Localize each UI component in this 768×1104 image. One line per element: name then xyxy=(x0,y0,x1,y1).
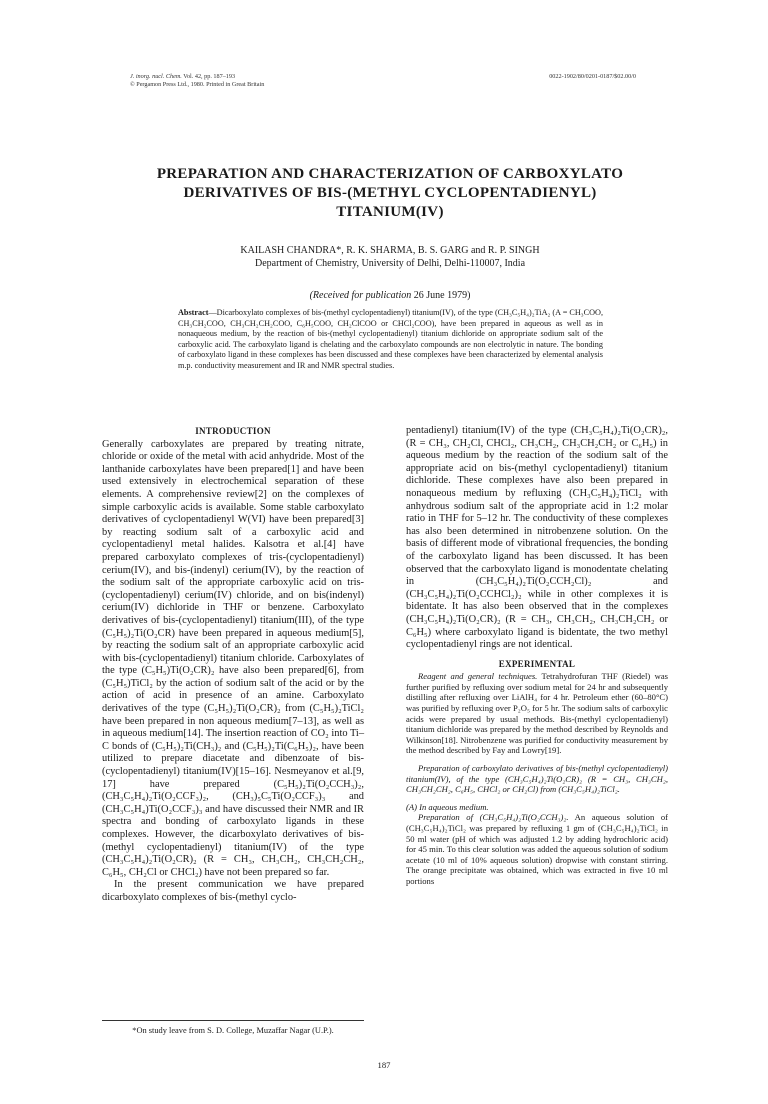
journal-volume: Vol. 42, pp. 187–193 xyxy=(183,73,236,80)
author-list: KAILASH CHANDRA*, R. K. SHARMA, B. S. GARG and R. P. SINGH xyxy=(240,245,540,256)
preparation-heading: Preparation of carboxylato derivatives of bis-(methyl cyclopentadienyl) titanium(IV), of the type (CH₃C₅H₄)₂Ti(O₂CR)₂ (R = CH₃, CH₃CH₂, CH₃CH₂CH₂, C₆H₅, CHCl₂ or CH₂Cl) from (CH₃C₅H₄)₂TiCl₂. xyxy=(406,763,668,795)
article-title: PREPARATION AND CHARACTERIZATION OF CARBOXYLATO DERIVATIVES OF BIS-(METHYL CYCLOPENTADIENYL) TITANIUM(IV) xyxy=(156,166,624,220)
journal-citation xyxy=(130,73,430,89)
journal-name: J. inorg. nucl. Chem. xyxy=(130,73,182,80)
abstract xyxy=(178,308,603,372)
introduction-paragraph: Generally carboxylates are prepared by treating nitrate, chloride or oxide of the metal with acid anhydride. Most of the lanthanide carboxylates have been prepared[1] and have been used extensively in electrochemical separation of these elements. A comprehensive review[2] on the complexes of simple carboxylic acids is available. Some stable carboxylato derivatives of cyclopentadienyl W(VI) have been prepared[3] by reacting sodium salt of a carboxylic acid and cyclopentadienyl metal halides. Kalsotra et al.[4] have prepared carboxylato complexes of tris-(cyclopentadienyl) cerium(IV), and bis-(indenyl) cerium(IV), by the reaction of the sodium salt of the appropriate carboxylic acid on tris-(cyclopentadienyl) cerium(IV) chloride, and on bis(indenyl) cerium(IV) dichloride in THF or benzene. Carboxylato derivatives of bis-(cyclopentadienyl) titanium(III), of the type (C₅H₅)₂Ti(O₂CR) have been prepared in aqueous medium[5], by reacting the sodium salt of an appropriate carboxylic acid with bis-(cyclopentadienyl) titanium chloride. Carboxylates of the type (C₅H₅)Ti(O₂CR)₂ have also been prepared[6], from (C₅H₅)TiCl₂ by the action of sodium salt of the acid or by the action of acid in presence of an amine. Carboxylato derivatives of the type (C₅H₅)₂Ti(O₂CR)₂ from (C₅H₅)₂TiCl₂ have been prepared in non aqueous medium[7–13], as well as in aqueous medium[14]. The insertion reaction of CO₂ into Ti–C bonds of (C₅H₅)₂Ti(CH₃)₂ and (C₅H₅)₂Ti(C₆H₅)₂, have been utilized to prepare diacetate and dibenzoate of bis-(cyclopentadienyl) titanium(IV)[15–16]. Nesmeyanov et al.[9, 17] have prepared (C₅H₅)₂Ti(O₂CCH₃)₂, (CH₃C₅H₄)₂Ti(O₂CCF₃)₂, (CH₃)₅C₅Ti(O₂CCF₃)₃ and (CH₃C₅H₄)Ti(O₂CCF₃)₃ and have discussed their NMR and IR spectra and bonding of carboxylato ligands in these complexes. However, the dicarboxylato derivatives of bis-(methyl cyclopentadienyl) titanium(IV) of the type (CH₃C₅H₄)₂Ti(O₂CR)₂ (R = CH₃, CH₃CH₂, CH₃CH₂CH₂, C₆H₅, CH₂Cl or CHCl₂) have not been prepared so far. xyxy=(102,438,365,878)
aqueous-text: An aqueous solution of (CH₃C₅H₄)₂TiCl₂ was prepared by refluxing 1 gm of (CH₃C₅H₄)₂TiCl₂ in 50 ml water (pH of which was adjusted 1.2 by adding hydrochloric acid) for 45 min. To this clear solution was added the aqueous solution of sodium acetate (10 ml of 10% aqueous solution) dropwise with constant stirring. The orange precipitate was obtained, which was extracted in five 10 ml portions xyxy=(406,812,668,886)
article-code: 0022-1902/80/0201-0187/$02.00/0 xyxy=(549,73,636,80)
aqueous-heading: (A) In aqueous medium. xyxy=(406,801,489,812)
left-column xyxy=(102,425,364,905)
aqueous-subheading: Preparation of (CH₃C₅H₄)₂Ti(O₂CCH₃)₂. xyxy=(418,812,569,823)
abstract-text: —Dicarboxylato complexes of bis-(methyl cyclopentadienyl) titanium(IV), of the type (CH₃C₅H₄)₂TiA₂ (A = CH₃COO, CH₃CH₂COO, CH₃CH₂CH₂COO, C₆H₅COO, CH₂ClCOO or CHCl₂COO), have been prepared in aqueous as well as in nonaqueous medium, by the reaction of bis-(methyl cyclopentadienyl) titanium dichloride on appropriate sodium salt of the carboxylic acid. The carboxylato ligand is chelating and the carboxylato compounds are non electrolytic in nature. The bonding of carboxylato ligand in these complexes has been discussed and these complexes have been characterized by elemental analysis m.p. conductivity measurement and IR and NMR spectral studies. xyxy=(178,308,603,370)
reagents-heading: Reagent and general techniques. xyxy=(418,671,538,682)
abstract-heading: Abstract xyxy=(178,308,209,317)
affiliation: Department of Chemistry, University of Delhi, Delhi-110007, India xyxy=(254,258,526,269)
introduction-paragraph: pentadienyl) titanium(IV) of the type (CH₃C₅H₄)₂Ti(O₂CR)₂, (R = CH₃, CH₂Cl, CHCl₂, CH₃CH₂, CH₃CH₂CH₂ or C₆H₅) in aqueous medium by the reaction of the sodium salt of the appropriate acid on bis-(methyl cyclopentadienyl) titanium dichloride. These complexes have also been prepared in nonaqueous medium by refluxing (CH₃C₅H₄)₂TiCl₂ with anhydrous sodium salt of the appropriate acid in 1:2 molar ratio in THF for 5–12 hr. The conductivity of these complexes has also been determined in nitrobenzene solution. On the basis of different mode of vibrational frequencies, the bonding of the carboxylato ligand has been discussed. It has been observed that the carboxylato ligand is monodentate chelating in (CH₃C₅H₄)₂Ti(O₂CCH₂Cl)₂ and (CH₃C₅H₄)₂Ti(O₂CCHCl₂)₂ while in other complexes it is bidentate. It has also been observed that in the complexes (CH₃C₅H₄)₂Ti(O₂CR)₂ (R = CH₃, CH₃CH₂, CH₃CH₂CH₂ or C₆H₅) where carboxylato ligand is bidentate, the two methyl cyclopentadienyl rings are not identical. xyxy=(406,425,668,651)
footnote-rule xyxy=(102,1020,364,1021)
received-label: (Received for publication xyxy=(309,290,412,301)
experimental-heading: EXPERIMENTAL xyxy=(498,658,576,669)
right-column xyxy=(406,425,668,887)
reagents-paragraph xyxy=(406,671,668,756)
footnote: *On study leave from S. D. College, Muzaffar Nagar (U.P.). xyxy=(132,1026,334,1035)
introduction-paragraph: In the present communication we have prepared dicarboxylato complexes of bis-(methyl cyclo- xyxy=(102,879,364,903)
reagents-text: Tetrahydrofuran THF (Riedel) was further purified by refluxing over sodium metal for 24 hr and subsequently distilling after refluxing over LiAlH₄ for 4 hr. Petroleum ether (60–80°C) was purified by refluxing over P₂O₅ for 5 hr. The sodium salts of carboxylic acids were prepared by usual methods. Bis-(methyl cyclopentadienyl) titanium dichloride was prepared by the method described by Reynolds and Wilkinson[18]. Nitrobenzene was purified for conductivity measurement by the method described by Fay and Lowry[19]. xyxy=(406,671,668,756)
introduction-heading: INTRODUCTION xyxy=(195,426,271,436)
aqueous-paragraph xyxy=(406,812,668,886)
page-number: 187 xyxy=(377,1060,391,1070)
received-date xyxy=(140,290,640,302)
received-date-value: 26 June 1979) xyxy=(413,290,471,301)
publisher-line: © Pergamon Press Ltd., 1980. Printed in Great Britain xyxy=(130,81,265,88)
